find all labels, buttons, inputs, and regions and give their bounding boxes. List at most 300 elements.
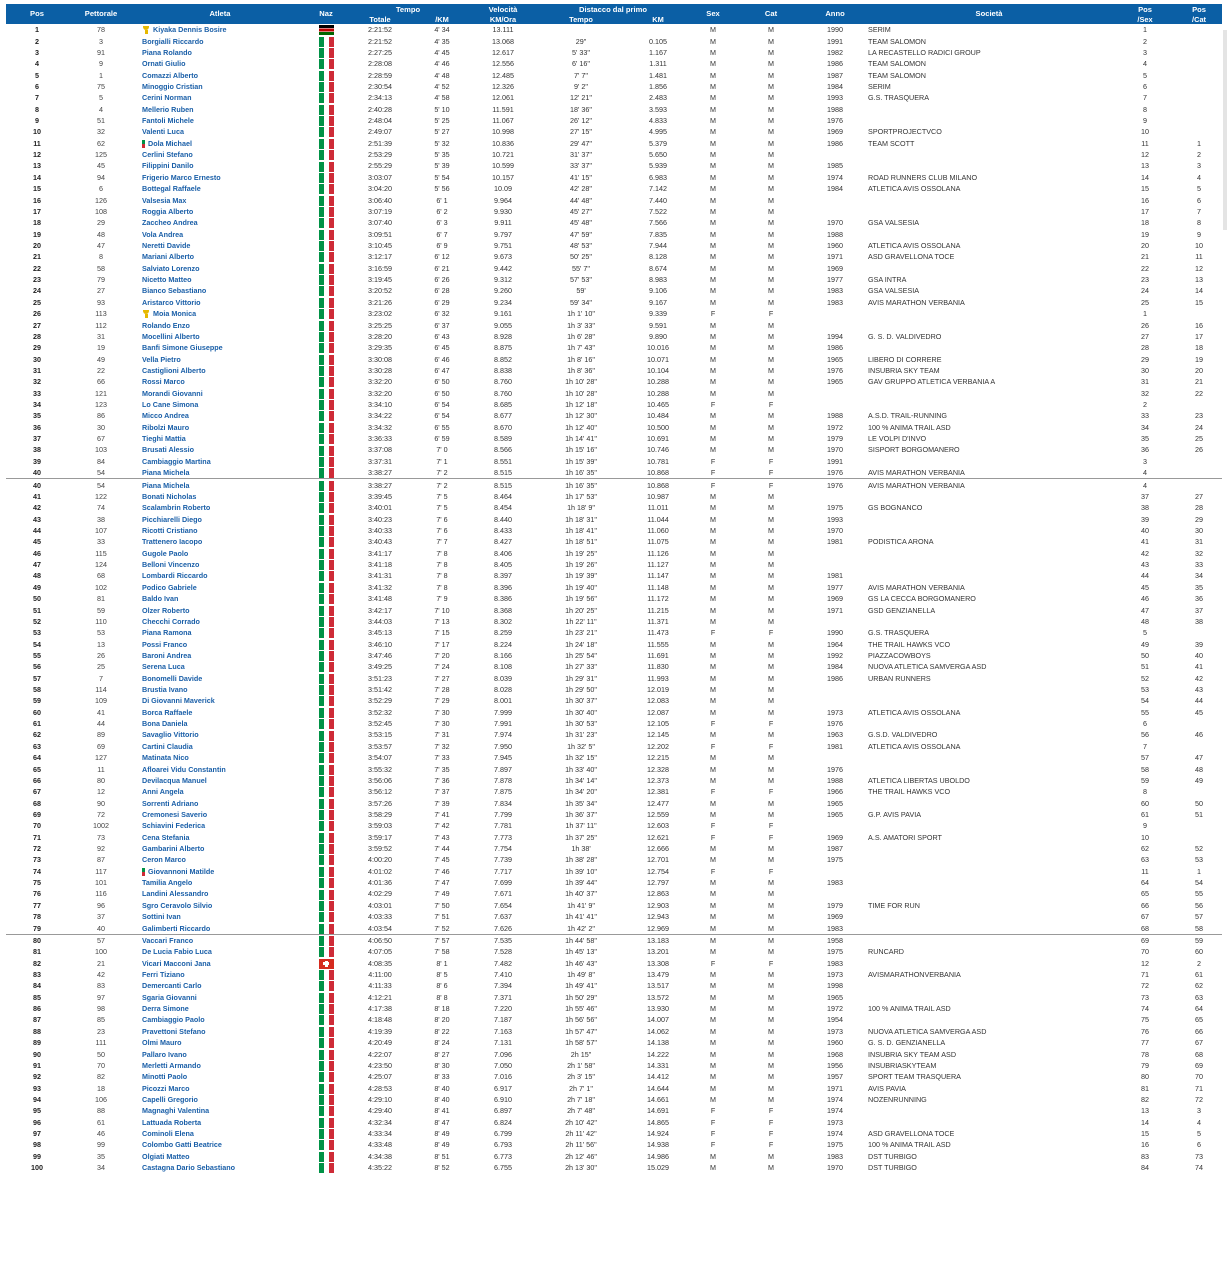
table-row[interactable]	[6, 263, 1222, 274]
table-row[interactable]	[6, 456, 1222, 467]
table-row[interactable]	[6, 194, 1222, 205]
row-athlete[interactable]	[134, 353, 306, 364]
athlete-name[interactable]: Lo Cane Simona	[142, 400, 199, 410]
athlete-name[interactable]: Vella Pietro	[142, 354, 181, 364]
table-row[interactable]	[6, 570, 1222, 581]
table-row[interactable]	[6, 548, 1222, 559]
athlete-name[interactable]: Ferri Tiziano	[142, 970, 185, 979]
athlete-name[interactable]: Capelli Gregorio	[142, 1094, 198, 1104]
table-row[interactable]	[6, 1071, 1222, 1082]
table-row[interactable]	[6, 115, 1222, 126]
row-athlete[interactable]	[134, 183, 306, 194]
athlete-name[interactable]: Magnaghi Valentina	[142, 1106, 210, 1116]
table-row[interactable]	[6, 661, 1222, 672]
athlete-name[interactable]: Serena Luca	[142, 662, 185, 672]
athlete-name[interactable]: Brustia Ivano	[142, 685, 188, 695]
athlete-name[interactable]: Micco Andrea	[142, 411, 189, 421]
table-row[interactable]	[6, 536, 1222, 547]
athlete-name[interactable]: Minoggio Cristian	[142, 81, 203, 91]
table-row[interactable]	[6, 183, 1222, 194]
row-athlete[interactable]	[134, 1014, 306, 1025]
table-row[interactable]	[6, 786, 1222, 797]
row-athlete[interactable]	[134, 536, 306, 547]
table-row[interactable]	[6, 1105, 1222, 1116]
athlete-name[interactable]: Lombardi Riccardo	[142, 571, 208, 581]
row-athlete[interactable]	[134, 1105, 306, 1116]
athlete-name[interactable]: Belloni Vincenzo	[142, 560, 200, 570]
athlete-name[interactable]: Ornati Giulio	[142, 59, 186, 69]
table-row[interactable]	[6, 24, 1222, 35]
row-athlete[interactable]	[134, 820, 306, 831]
athlete-name[interactable]: Castiglioni Alberto	[142, 365, 206, 375]
table-row[interactable]	[6, 138, 1222, 149]
row-athlete[interactable]	[134, 410, 306, 421]
table-row[interactable]	[6, 274, 1222, 285]
table-row[interactable]	[6, 775, 1222, 786]
row-athlete[interactable]	[134, 376, 306, 387]
row-athlete[interactable]	[134, 69, 306, 80]
row-athlete[interactable]	[134, 969, 306, 980]
athlete-name[interactable]: Zaccheo Andrea	[142, 218, 198, 228]
header-speed-unit[interactable]: KM/Ora	[470, 15, 536, 24]
row-athlete[interactable]	[134, 1128, 306, 1139]
row-athlete[interactable]	[134, 160, 306, 171]
athlete-name[interactable]: Vicari Macconi Jana	[142, 958, 211, 968]
table-row[interactable]	[6, 616, 1222, 627]
athlete-name[interactable]: Landini Alessandro	[142, 889, 209, 899]
table-row[interactable]	[6, 797, 1222, 808]
athlete-name[interactable]: Trattenero Iacopo	[142, 537, 203, 547]
header-time-total[interactable]: Totale	[346, 15, 414, 24]
row-athlete[interactable]	[134, 843, 306, 854]
athlete-name[interactable]: Podico Gabriele	[142, 582, 197, 592]
athlete-name[interactable]: Piana Michela	[142, 480, 190, 490]
athlete-name[interactable]: Baroni Andrea	[142, 650, 192, 660]
row-athlete[interactable]	[134, 444, 306, 455]
table-row[interactable]	[6, 160, 1222, 171]
row-athlete[interactable]	[134, 456, 306, 467]
athlete-name[interactable]: Gambarini Alberto	[142, 844, 205, 854]
row-athlete[interactable]	[134, 957, 306, 968]
row-athlete[interactable]	[134, 854, 306, 865]
table-row[interactable]	[6, 946, 1222, 957]
row-athlete[interactable]	[134, 980, 306, 991]
table-row[interactable]	[6, 695, 1222, 706]
athlete-name[interactable]: Fantoli Michele	[142, 116, 194, 126]
row-athlete[interactable]	[134, 559, 306, 570]
athlete-name[interactable]: Baldo Ivan	[142, 594, 179, 604]
table-row[interactable]	[6, 922, 1222, 934]
header-gap-time[interactable]: Tempo	[536, 15, 626, 24]
row-athlete[interactable]	[134, 604, 306, 615]
athlete-name[interactable]: Mariani Alberto	[142, 252, 195, 262]
athlete-name[interactable]: Banfi Simone Giuseppe	[142, 343, 223, 353]
table-row[interactable]	[6, 92, 1222, 103]
row-athlete[interactable]	[134, 718, 306, 729]
row-athlete[interactable]	[134, 58, 306, 69]
athlete-name[interactable]: Olmi Mauro	[142, 1038, 182, 1048]
row-athlete[interactable]	[134, 729, 306, 740]
row-athlete[interactable]	[134, 47, 306, 58]
table-row[interactable]	[6, 308, 1222, 319]
row-athlete[interactable]	[134, 115, 306, 126]
athlete-name[interactable]: Aristarco Vittorio	[142, 297, 201, 307]
row-athlete[interactable]	[134, 797, 306, 808]
row-athlete[interactable]	[134, 24, 306, 35]
athlete-name[interactable]: Cerini Norman	[142, 93, 192, 103]
athlete-name[interactable]: Lattuada Roberta	[142, 1117, 202, 1127]
row-athlete[interactable]	[134, 502, 306, 513]
athlete-name[interactable]: Bonati Nicholas	[142, 491, 197, 501]
table-row[interactable]	[6, 206, 1222, 217]
row-athlete[interactable]	[134, 251, 306, 262]
row-athlete[interactable]	[134, 1003, 306, 1014]
athlete-name[interactable]: Ceron Marco	[142, 855, 186, 865]
athlete-name[interactable]: Vaccari Franco	[142, 935, 194, 945]
athlete-name[interactable]: Giovannoni Matilde	[148, 866, 215, 876]
table-row[interactable]	[6, 433, 1222, 444]
table-row[interactable]	[6, 149, 1222, 160]
table-row[interactable]	[6, 1082, 1222, 1093]
header-sex[interactable]: Sex	[690, 4, 736, 24]
athlete-name[interactable]: Castagna Dario Sebastiano	[142, 1163, 236, 1173]
table-row[interactable]	[6, 297, 1222, 308]
table-row[interactable]	[6, 911, 1222, 922]
athlete-name[interactable]: Scalambrin Roberto	[142, 503, 211, 513]
athlete-name[interactable]: Ricotti Cristiano	[142, 525, 198, 535]
row-athlete[interactable]	[134, 741, 306, 752]
header-cat[interactable]: Cat	[736, 4, 806, 24]
row-athlete[interactable]	[134, 1037, 306, 1048]
row-athlete[interactable]	[134, 1139, 306, 1150]
table-row[interactable]	[6, 228, 1222, 239]
athlete-name[interactable]: Bonomelli Davide	[142, 673, 203, 683]
row-athlete[interactable]	[134, 548, 306, 559]
athlete-name[interactable]: Mellerio Ruben	[142, 104, 194, 114]
row-athlete[interactable]	[134, 1094, 306, 1105]
row-athlete[interactable]	[134, 285, 306, 296]
table-row[interactable]	[6, 877, 1222, 888]
table-row[interactable]	[6, 217, 1222, 228]
row-athlete[interactable]	[134, 297, 306, 308]
table-row[interactable]	[6, 69, 1222, 80]
row-athlete[interactable]	[134, 433, 306, 444]
table-row[interactable]	[6, 1048, 1222, 1059]
table-row[interactable]	[6, 866, 1222, 877]
athlete-name[interactable]: Filippini Danilo	[142, 161, 194, 171]
athlete-name[interactable]: Piana Ramona	[142, 628, 192, 638]
table-row[interactable]	[6, 1162, 1222, 1173]
athlete-name[interactable]: Morandi Giovanni	[142, 388, 203, 398]
athlete-name[interactable]: Borca Raffaele	[142, 707, 193, 717]
row-athlete[interactable]	[134, 946, 306, 957]
athlete-name[interactable]: Minotti Paolo	[142, 1072, 188, 1082]
table-row[interactable]	[6, 843, 1222, 854]
row-athlete[interactable]	[134, 877, 306, 888]
table-row[interactable]	[6, 672, 1222, 683]
table-row[interactable]	[6, 854, 1222, 865]
athlete-name[interactable]: Devilacqua Manuel	[142, 775, 207, 785]
table-row[interactable]	[6, 729, 1222, 740]
row-athlete[interactable]	[134, 1026, 306, 1037]
athlete-name[interactable]: Merletti Armando	[142, 1060, 201, 1070]
header-athlete[interactable]: Atleta	[134, 4, 306, 24]
row-athlete[interactable]	[134, 172, 306, 183]
athlete-name[interactable]: Neretti Davide	[142, 241, 191, 250]
table-row[interactable]	[6, 479, 1222, 491]
row-athlete[interactable]	[134, 695, 306, 706]
header-pos-cat-top[interactable]: Pos	[1176, 4, 1222, 15]
table-row[interactable]	[6, 126, 1222, 137]
table-row[interactable]	[6, 900, 1222, 911]
athlete-name[interactable]: Dola Michael	[148, 138, 192, 148]
table-row[interactable]	[6, 820, 1222, 831]
row-athlete[interactable]	[134, 593, 306, 604]
row-athlete[interactable]	[134, 194, 306, 205]
row-athlete[interactable]	[134, 866, 306, 877]
athlete-name[interactable]: Di Giovanni Maverick	[142, 696, 215, 706]
table-row[interactable]	[6, 718, 1222, 729]
athlete-name[interactable]: De Lucia Fabio Luca	[142, 947, 212, 957]
table-row[interactable]	[6, 604, 1222, 615]
table-row[interactable]	[6, 763, 1222, 774]
athlete-name[interactable]: Valenti Luca	[142, 127, 184, 137]
table-row[interactable]	[6, 251, 1222, 262]
athlete-name[interactable]: Rolando Enzo	[142, 320, 190, 330]
athlete-name[interactable]: Anni Angela	[142, 787, 184, 797]
athlete-name[interactable]: Vola Andrea	[142, 229, 184, 239]
athlete-name[interactable]: Afloarei Vidu Constantin	[142, 764, 226, 774]
table-row[interactable]	[6, 752, 1222, 763]
row-athlete[interactable]	[134, 832, 306, 843]
row-athlete[interactable]	[134, 786, 306, 797]
athlete-name[interactable]: Moia Monica	[153, 309, 197, 319]
athlete-name[interactable]: Sottini Ivan	[142, 912, 181, 922]
athlete-name[interactable]: Galimberti Riccardo	[142, 923, 211, 933]
row-athlete[interactable]	[134, 206, 306, 217]
row-athlete[interactable]	[134, 809, 306, 820]
row-athlete[interactable]	[134, 570, 306, 581]
row-athlete[interactable]	[134, 149, 306, 160]
athlete-name[interactable]: Frigerio Marco Ernesto	[142, 172, 221, 182]
table-row[interactable]	[6, 969, 1222, 980]
table-row[interactable]	[6, 47, 1222, 58]
table-row[interactable]	[6, 502, 1222, 513]
athlete-name[interactable]: Pravettoni Stefano	[142, 1026, 206, 1036]
row-athlete[interactable]	[134, 627, 306, 638]
header-pos-sex-top[interactable]: Pos	[1114, 4, 1176, 15]
table-row[interactable]	[6, 1117, 1222, 1128]
header-pos-cat-bottom[interactable]: /Cat	[1176, 15, 1222, 24]
table-row[interactable]	[6, 1003, 1222, 1014]
athlete-name[interactable]: Picozzi Marco	[142, 1083, 190, 1093]
header-gap-km[interactable]: KM	[626, 15, 690, 24]
athlete-name[interactable]: Piana Michela	[142, 468, 190, 478]
table-row[interactable]	[6, 81, 1222, 92]
athlete-name[interactable]: Bottegal Raffaele	[142, 184, 201, 194]
row-athlete[interactable]	[134, 525, 306, 536]
table-row[interactable]	[6, 992, 1222, 1003]
athlete-name[interactable]: Derra Simone	[142, 1004, 189, 1014]
athlete-name[interactable]: Sorrenti Adriano	[142, 798, 199, 808]
table-row[interactable]	[6, 365, 1222, 376]
table-row[interactable]	[6, 741, 1222, 752]
athlete-name[interactable]: Bona Daniela	[142, 719, 188, 729]
table-row[interactable]	[6, 376, 1222, 387]
athlete-name[interactable]: Comazzi Alberto	[142, 70, 199, 80]
athlete-name[interactable]: Colombo Gatti Beatrice	[142, 1140, 222, 1150]
header-time-km[interactable]: /KM	[414, 15, 470, 24]
table-row[interactable]	[6, 172, 1222, 183]
table-row[interactable]	[6, 1014, 1222, 1025]
table-row[interactable]	[6, 525, 1222, 536]
table-row[interactable]	[6, 593, 1222, 604]
table-row[interactable]	[6, 582, 1222, 593]
row-athlete[interactable]	[134, 365, 306, 376]
row-athlete[interactable]	[134, 752, 306, 763]
table-row[interactable]	[6, 422, 1222, 433]
athlete-name[interactable]: Schiavini Federica	[142, 821, 206, 831]
row-athlete[interactable]	[134, 138, 306, 149]
athlete-name[interactable]: Cambiaggio Martina	[142, 456, 211, 466]
table-row[interactable]	[6, 58, 1222, 69]
athlete-name[interactable]: Checchi Corrado	[142, 616, 200, 626]
header-year[interactable]: Anno	[806, 4, 864, 24]
table-row[interactable]	[6, 627, 1222, 638]
row-athlete[interactable]	[134, 217, 306, 228]
athlete-name[interactable]: Tieghi Mattia	[142, 434, 186, 444]
table-row[interactable]	[6, 285, 1222, 296]
table-row[interactable]	[6, 684, 1222, 695]
row-athlete[interactable]	[134, 763, 306, 774]
table-row[interactable]	[6, 980, 1222, 991]
table-row[interactable]	[6, 240, 1222, 251]
athlete-name[interactable]: Salviato Lorenzo	[142, 263, 200, 273]
row-athlete[interactable]	[134, 934, 306, 946]
athlete-name[interactable]: Cominoli Elena	[142, 1129, 194, 1139]
athlete-name[interactable]: Mocellini Alberto	[142, 331, 200, 341]
row-athlete[interactable]	[134, 992, 306, 1003]
athlete-name[interactable]: Cambiaggio Paolo	[142, 1015, 205, 1025]
row-athlete[interactable]	[134, 650, 306, 661]
table-row[interactable]	[6, 934, 1222, 946]
athlete-name[interactable]: Tamilia Angelo	[142, 878, 193, 888]
row-athlete[interactable]	[134, 342, 306, 353]
athlete-name[interactable]: Valsesia Max	[142, 195, 187, 205]
row-athlete[interactable]	[134, 661, 306, 672]
row-athlete[interactable]	[134, 92, 306, 103]
row-athlete[interactable]	[134, 319, 306, 330]
row-athlete[interactable]	[134, 1082, 306, 1093]
row-athlete[interactable]	[134, 479, 306, 491]
row-athlete[interactable]	[134, 888, 306, 899]
row-athlete[interactable]	[134, 1162, 306, 1173]
row-athlete[interactable]	[134, 35, 306, 46]
table-row[interactable]	[6, 1060, 1222, 1071]
table-row[interactable]	[6, 1094, 1222, 1105]
table-row[interactable]	[6, 809, 1222, 820]
row-athlete[interactable]	[134, 1071, 306, 1082]
row-athlete[interactable]	[134, 126, 306, 137]
table-row[interactable]	[6, 410, 1222, 421]
row-athlete[interactable]	[134, 388, 306, 399]
row-athlete[interactable]	[134, 274, 306, 285]
table-row[interactable]	[6, 888, 1222, 899]
athlete-name[interactable]: Brusati Alessio	[142, 445, 195, 455]
table-row[interactable]	[6, 638, 1222, 649]
row-athlete[interactable]	[134, 104, 306, 115]
row-athlete[interactable]	[134, 513, 306, 524]
athlete-name[interactable]: Kiyaka Dennis Bosire	[153, 25, 227, 35]
table-row[interactable]	[6, 1037, 1222, 1048]
row-athlete[interactable]	[134, 922, 306, 934]
table-row[interactable]	[6, 35, 1222, 46]
row-athlete[interactable]	[134, 263, 306, 274]
header-nat[interactable]: Naz	[306, 4, 346, 24]
athlete-name[interactable]: Borgialli Riccardo	[142, 36, 204, 46]
table-row[interactable]	[6, 342, 1222, 353]
athlete-name[interactable]: Cremonesi Saverio	[142, 809, 208, 819]
table-row[interactable]	[6, 1151, 1222, 1162]
row-athlete[interactable]	[134, 1060, 306, 1071]
row-athlete[interactable]	[134, 81, 306, 92]
table-row[interactable]	[6, 319, 1222, 330]
athlete-name[interactable]: Cerlini Stefano	[142, 150, 193, 160]
row-athlete[interactable]	[134, 228, 306, 239]
table-row[interactable]	[6, 399, 1222, 410]
athlete-name[interactable]: Olzer Roberto	[142, 605, 190, 615]
athlete-name[interactable]: Roggia Alberto	[142, 206, 194, 216]
athlete-name[interactable]: Piana Rolando	[142, 47, 192, 57]
table-row[interactable]	[6, 104, 1222, 115]
athlete-name[interactable]: Ribolzi Mauro	[142, 422, 190, 432]
table-row[interactable]	[6, 353, 1222, 364]
athlete-name[interactable]: Rossi Marco	[142, 377, 185, 387]
row-athlete[interactable]	[134, 616, 306, 627]
athlete-name[interactable]: Possi Franco	[142, 639, 188, 649]
row-athlete[interactable]	[134, 491, 306, 502]
row-athlete[interactable]	[134, 900, 306, 911]
row-athlete[interactable]	[134, 467, 306, 479]
table-row[interactable]	[6, 559, 1222, 570]
athlete-name[interactable]: Cena Stefania	[142, 832, 190, 842]
row-athlete[interactable]	[134, 399, 306, 410]
table-row[interactable]	[6, 957, 1222, 968]
table-row[interactable]	[6, 491, 1222, 502]
athlete-name[interactable]: Demercanti Carlo	[142, 981, 202, 991]
athlete-name[interactable]: Bianco Sebastiano	[142, 286, 207, 296]
table-row[interactable]	[6, 513, 1222, 524]
row-athlete[interactable]	[134, 582, 306, 593]
header-pos-sex-bottom[interactable]: /Sex	[1114, 15, 1176, 24]
row-athlete[interactable]	[134, 1151, 306, 1162]
table-row[interactable]	[6, 707, 1222, 718]
row-athlete[interactable]	[134, 331, 306, 342]
athlete-name[interactable]: Picchiarelli Diego	[142, 514, 202, 524]
athlete-name[interactable]: Cartini Claudia	[142, 741, 193, 751]
athlete-name[interactable]: Nicetto Matteo	[142, 275, 192, 285]
row-athlete[interactable]	[134, 1048, 306, 1059]
table-row[interactable]	[6, 650, 1222, 661]
table-row[interactable]	[6, 331, 1222, 342]
header-pos[interactable]: Pos	[6, 4, 68, 24]
row-athlete[interactable]	[134, 638, 306, 649]
header-club[interactable]: Società	[864, 4, 1114, 24]
row-athlete[interactable]	[134, 1117, 306, 1128]
scrollbar[interactable]	[1223, 30, 1227, 230]
row-athlete[interactable]	[134, 707, 306, 718]
table-row[interactable]	[6, 467, 1222, 479]
